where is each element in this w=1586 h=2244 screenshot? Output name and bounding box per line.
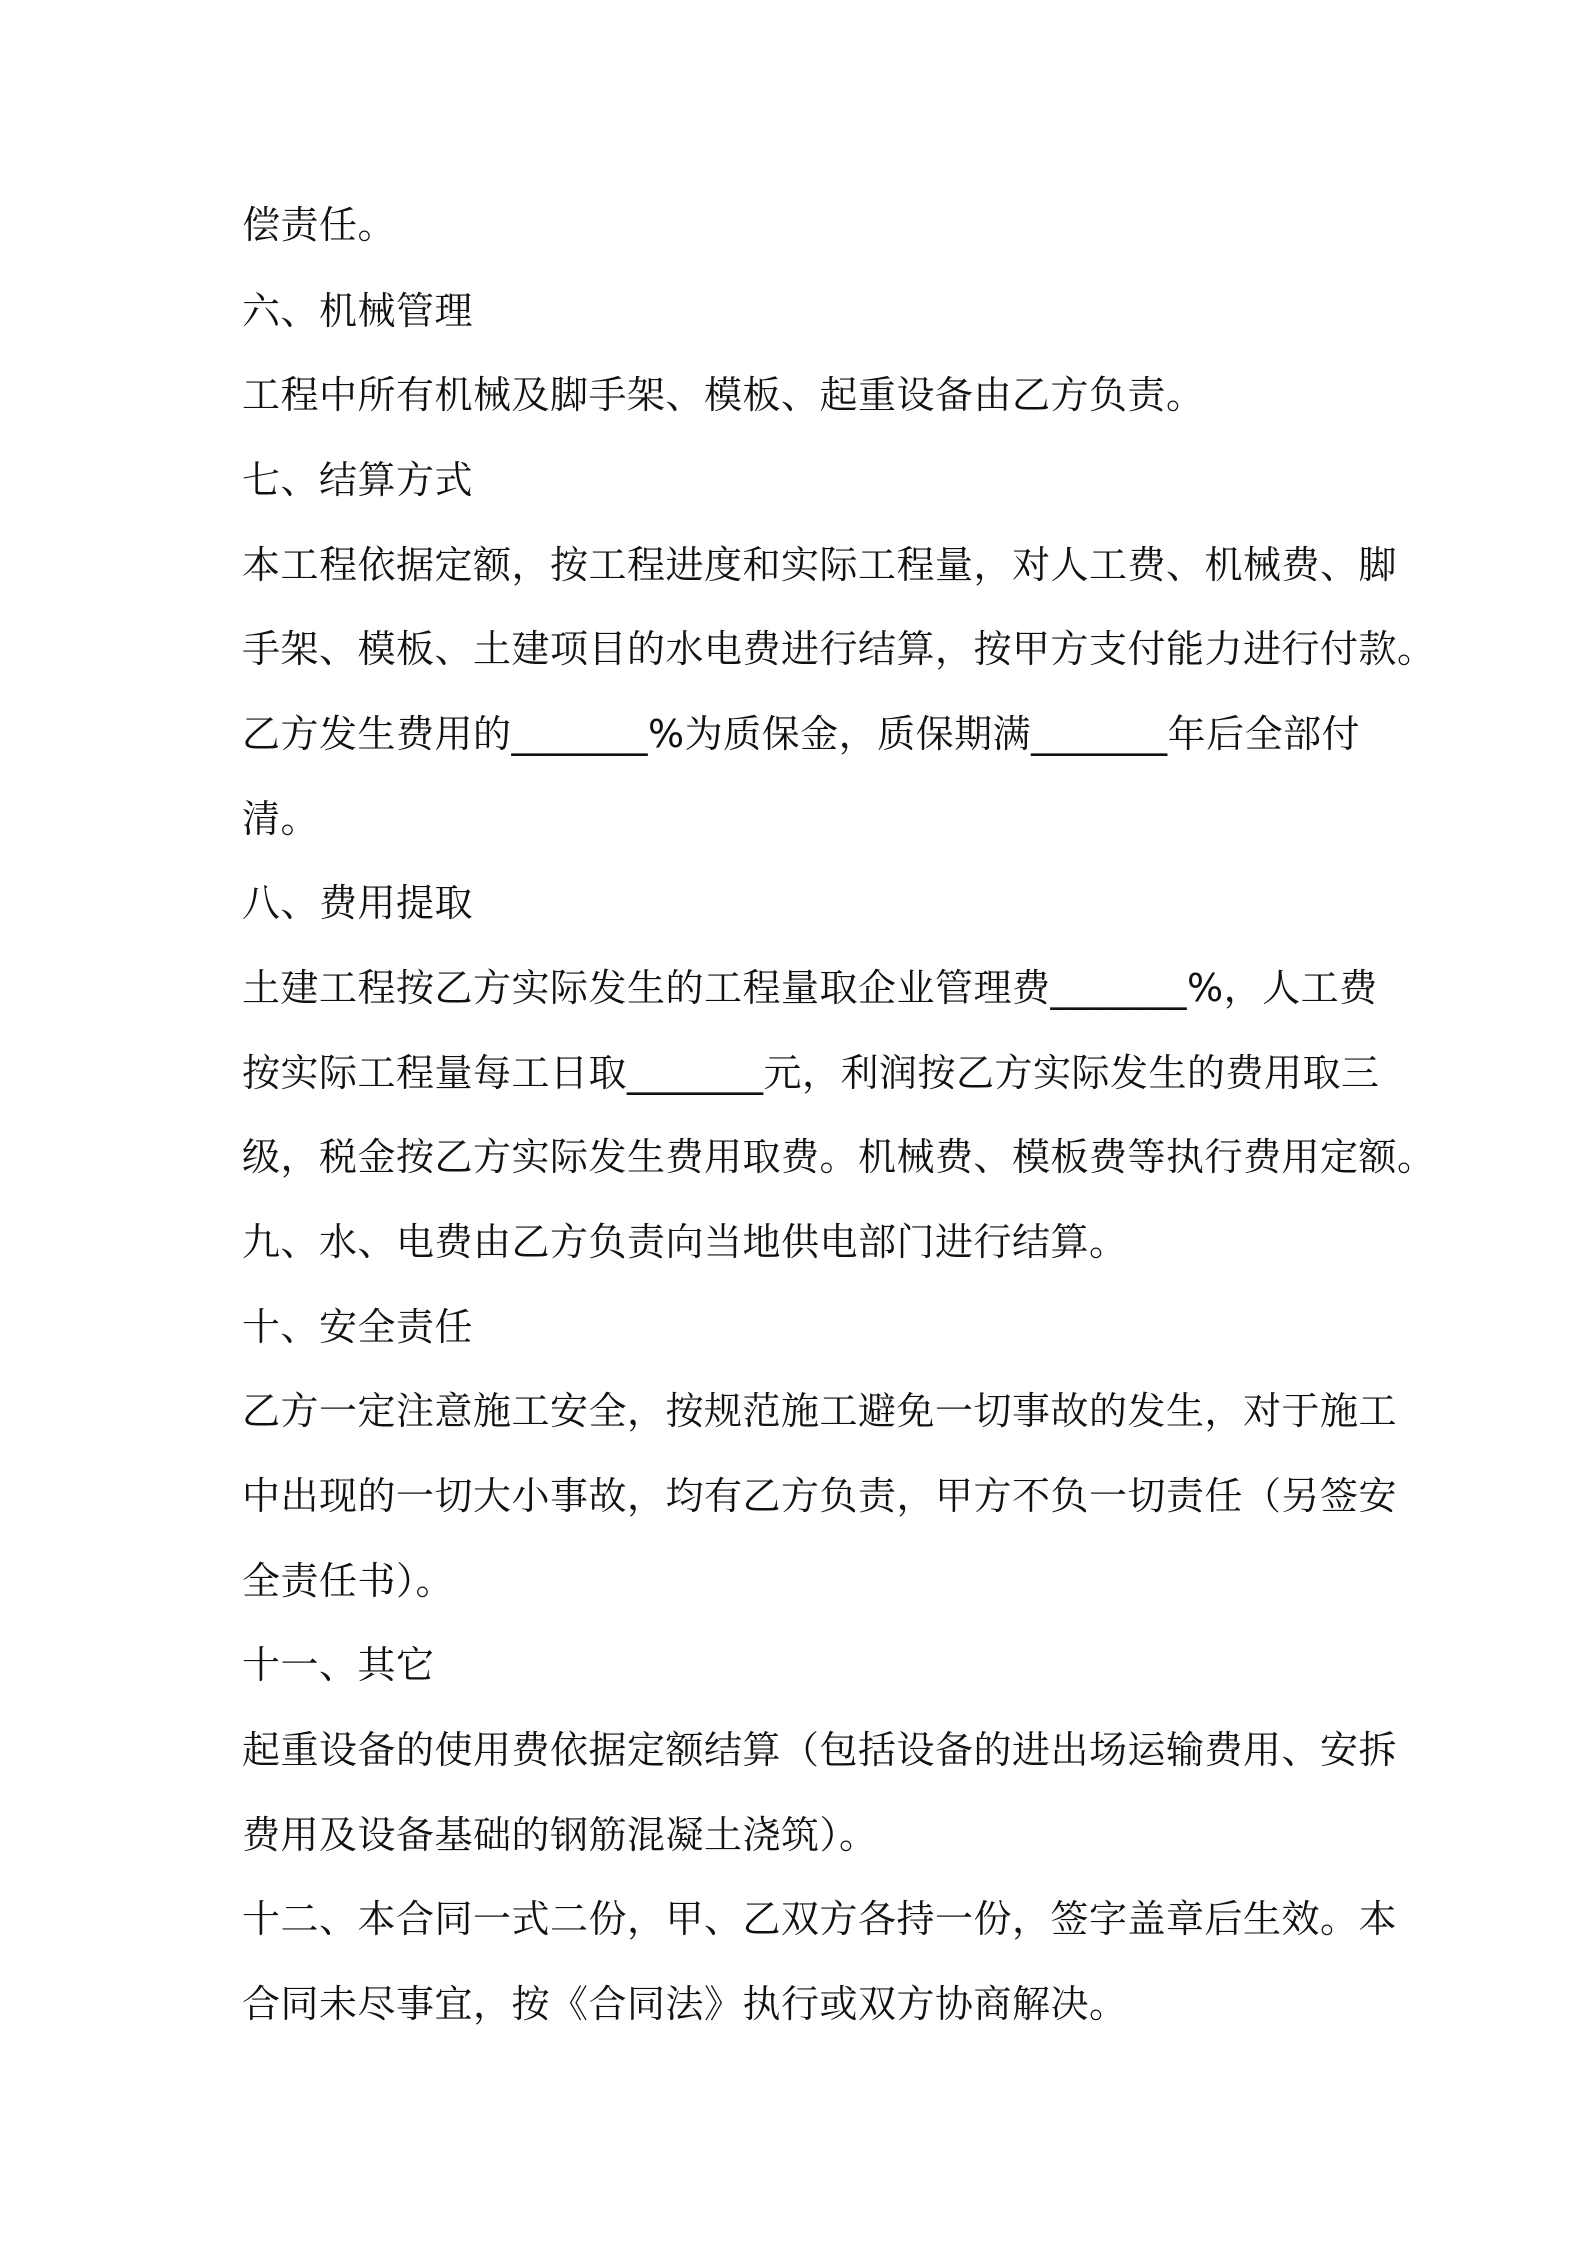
text-line: 级，税金按乙方实际发生费用取费。机械费、模板费等执行费用定额。 (242, 1135, 1436, 1179)
section-heading: 十一、其它 (242, 1643, 435, 1687)
text-line: 费用及设备基础的钢筋混凝土浇筑）。 (242, 1813, 878, 1857)
section-heading: 十、安全责任 (242, 1305, 474, 1349)
section-heading: 六、机械管理 (242, 289, 474, 333)
text-line: 清。 (242, 797, 320, 841)
text-line: 手架、模板、土建项目的水电费进行结算，按甲方支付能力进行付款。 (242, 627, 1436, 671)
text-line: 工程中所有机械及脚手架、模板、起重设备由乙方负责。 (242, 373, 1205, 417)
section-heading: 七、结算方式 (242, 458, 474, 502)
text-line: 本工程依据定额，按工程进度和实际工程量，对人工费、机械费、脚 (242, 543, 1398, 587)
text-line: 乙方发生费用的_______%为质保金，质保期满_______年后全部付 (242, 712, 1361, 756)
text-line: 按实际工程量每工日取_______元，利润按乙方实际发生的费用取三 (242, 1051, 1380, 1095)
text-line: 中出现的一切大小事故，均有乙方负责，甲方不负一切责任（另签安 (242, 1474, 1398, 1518)
text-line: 九、水、电费由乙方负责向当地供电部门进行结算。 (242, 1220, 1128, 1264)
text-line: 偿责任。 (242, 203, 397, 247)
text-line: 乙方一定注意施工安全，按规范施工避免一切事故的发生，对于施工 (242, 1389, 1398, 1433)
text-line: 十二、本合同一式二份，甲、乙双方各持一份，签字盖章后生效。本 (242, 1897, 1398, 1941)
text-line: 土建工程按乙方实际发生的工程量取企业管理费_______%，人工费 (242, 966, 1378, 1010)
text-line: 合同未尽事宜，按《合同法》执行或双方协商解决。 (242, 1982, 1128, 2026)
section-heading: 八、费用提取 (242, 881, 474, 925)
text-line: 全责任书）。 (242, 1559, 455, 1603)
text-line: 起重设备的使用费依据定额结算（包括设备的进出场运输费用、安拆 (242, 1728, 1398, 1772)
